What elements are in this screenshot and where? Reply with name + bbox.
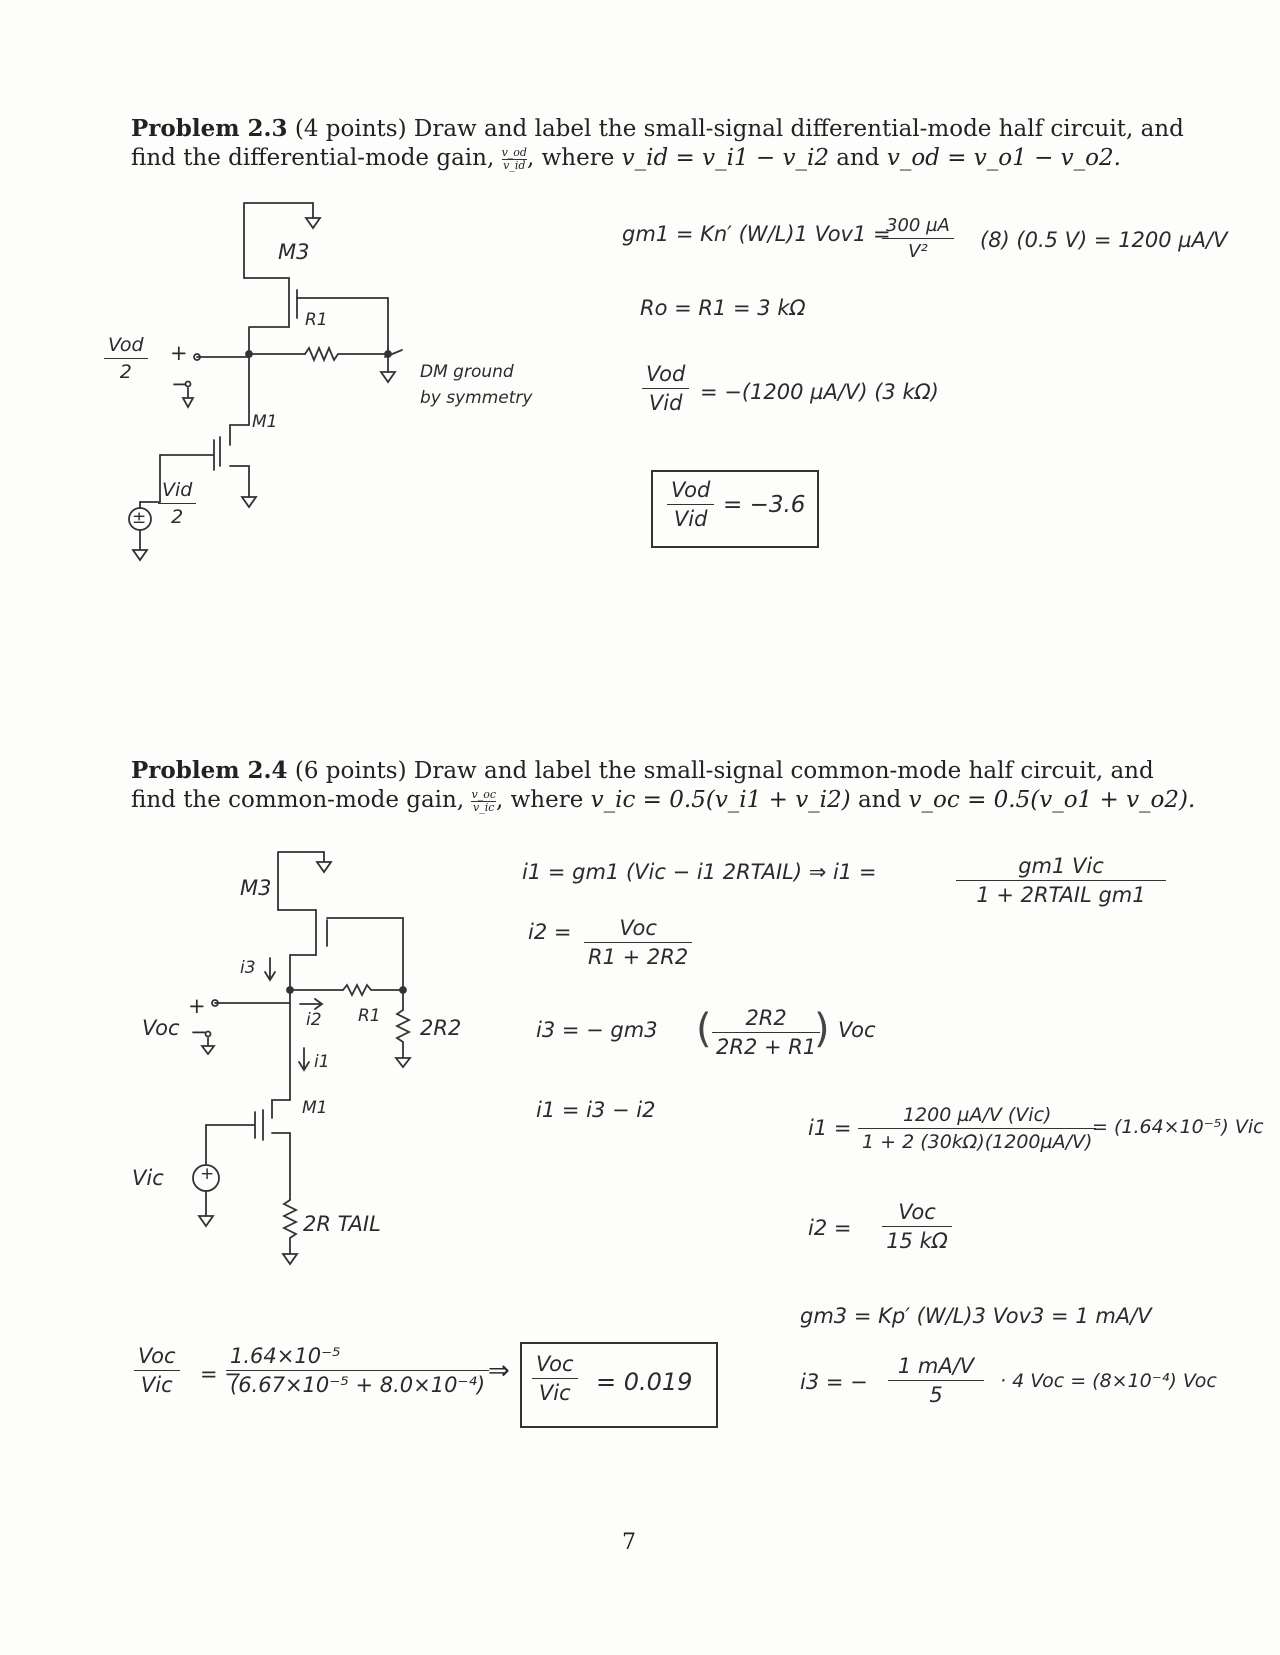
cm-final-den: (6.67×10⁻⁵ + 8.0×10⁻⁴) [230, 1373, 486, 1397]
cm-minus: − [190, 1020, 208, 1044]
dm-vid-den: 2 [171, 506, 184, 528]
cm-voc-label: Voc [142, 1016, 180, 1040]
page-number: 7 [622, 1530, 636, 1555]
cm-i1-num: gm1 Vic [956, 854, 1166, 881]
cm-i1-val-frac [858, 1104, 1096, 1153]
dm-plus: + [170, 341, 188, 365]
dm-gain-expr-den: Vid [648, 391, 683, 415]
cm-i2-den: R1 + 2R2 [588, 945, 689, 969]
cm-i2-val-num: Voc [882, 1200, 952, 1227]
dm-result-box [651, 470, 819, 548]
cm-result-frac [532, 1352, 578, 1405]
cm-i3-rhs: Voc [838, 1018, 876, 1042]
dm-vod-num: Vod [104, 334, 148, 359]
cm-i1-val-den: 1 + 2 (30kΩ)(1200µA/V) [862, 1131, 1093, 1153]
cm-i1-frac [956, 854, 1166, 907]
cm-i3-close-paren: ) [814, 1006, 830, 1052]
cm-final-lhs-frac [134, 1344, 180, 1397]
vod-definition: v_od = v_o1 − v_o2. [886, 145, 1121, 171]
cm-vic-label: Vic [132, 1166, 164, 1190]
cm-i2-val-frac [882, 1200, 952, 1253]
cm-result-num: Voc [532, 1352, 578, 1379]
cm-final-lhs-den: Vic [140, 1373, 173, 1397]
problem-2-4-line1 [131, 755, 1154, 787]
problem-2-3-text1: Draw and label the small-signal differential-mode half circuit, and [413, 116, 1184, 142]
cm-i1-den: 1 + 2RTAIL gm1 [976, 883, 1146, 907]
dm-m1-label: M1 [252, 412, 278, 432]
cm-i3-val-frac [888, 1354, 984, 1407]
cm-plus: + [188, 994, 206, 1018]
cm-r1-label: R1 [358, 1006, 381, 1026]
cm-rtail-label: 2R TAIL [303, 1212, 381, 1236]
dm-gain-expr-num: Vod [642, 362, 689, 389]
problem-2-3-heading: Problem 2.3 [131, 115, 288, 142]
cm-i3-num: 2R2 [712, 1006, 820, 1033]
problem-2-4-text1: Draw and label the small-signal common-mode half circuit, and [413, 758, 1154, 784]
cm-result-value: = 0.019 [596, 1368, 693, 1396]
dm-gain-fraction [502, 147, 527, 172]
cm-gain-num: v_oc [471, 787, 496, 801]
cm-i2-lhs: i2 = [528, 920, 572, 944]
vid-definition: v_id = v_i1 − v_i2 [621, 145, 829, 171]
dm-m3-label: M3 [278, 240, 310, 264]
cm-i3-val-rhs: · 4 Voc = (8×10⁻⁴) Voc [1000, 1370, 1217, 1392]
cm-i3-val-den: 5 [929, 1383, 943, 1407]
cm-i2-frac [584, 916, 692, 969]
cm-gain-fraction [471, 789, 496, 814]
dm-vid-num: Vid [158, 479, 196, 504]
dm-vod-half [104, 334, 148, 383]
cm-r2-label: 2R2 [420, 1016, 462, 1040]
dm-gain-expression: = −(1200 µA/V) (3 kΩ) [700, 380, 939, 404]
problem-2-4-heading: Problem 2.4 [131, 757, 288, 784]
cm-kcl: i1 = i3 − i2 [536, 1098, 656, 1122]
problem-2-4-text2a: find the common-mode gain, [131, 787, 465, 813]
vic-definition: v_ic = 0.5(v_i1 + v_i2) [590, 787, 851, 813]
cm-implies-arrow: ⇒ [488, 1356, 510, 1386]
dm-gain-den: v_id [503, 158, 526, 172]
problem-2-4-text2c: and [857, 787, 902, 813]
dm-result-num: Vod [667, 478, 714, 505]
dm-result-frac [667, 478, 714, 531]
problem-2-3-text2c: and [836, 145, 880, 171]
problem-2-4-line2 [131, 785, 1195, 816]
dm-ground-label-2: by symmetry [420, 388, 533, 408]
cm-i1-eq: i1 = gm1 (Vic − i1 2RTAIL) ⇒ i1 = [522, 860, 877, 884]
problem-2-3-text2b: , where [526, 145, 615, 171]
cm-m1-label: M1 [302, 1098, 328, 1118]
cm-i3-val-lhs: i3 = − [800, 1370, 868, 1394]
cm-i1-label: i1 [314, 1052, 330, 1072]
cm-result-den: Vic [538, 1381, 571, 1405]
cm-i2-val-den: 15 kΩ [886, 1229, 948, 1253]
dm-source-icon: ± [132, 508, 147, 528]
dm-gm1-rest: (8) (0.5 V) = 1200 µA/V [980, 228, 1228, 252]
cm-i2-num: Voc [584, 916, 692, 943]
cm-i3-val-num: 1 mA/V [888, 1354, 984, 1381]
dm-gm1-frac [882, 215, 954, 262]
problem-2-3-points: (4 points) [294, 116, 407, 142]
cm-final-frac [226, 1344, 489, 1397]
dm-gain-expression-frac [642, 362, 689, 415]
voc-definition: v_oc = 0.5(v_o1 + v_o2). [908, 787, 1196, 813]
cm-i1-val-lhs: i1 = [808, 1116, 852, 1140]
cm-final-lhs-num: Voc [134, 1344, 180, 1371]
cm-i3-lhs: i3 = − gm3 [536, 1018, 658, 1042]
cm-i2-val-lhs: i2 = [808, 1216, 852, 1240]
cm-i3-den: 2R2 + R1 [716, 1035, 817, 1059]
cm-i1-val-rhs: = (1.64×10⁻⁵) Vic [1092, 1116, 1264, 1138]
cm-final-eq: = − [200, 1362, 242, 1386]
cm-i2-label: i2 [306, 1010, 322, 1030]
dm-ro-eq: Ro = R1 = 3 kΩ [640, 296, 806, 320]
dm-r1-label: R1 [305, 310, 328, 330]
cm-i3-label: i3 [240, 958, 256, 978]
dm-vod-den: 2 [119, 361, 132, 383]
problem-2-3-line2 [131, 143, 1121, 174]
cm-i3-open-paren: ( [696, 1006, 712, 1052]
problem-2-3-text2a: find the differential-mode gain, [131, 145, 495, 171]
dm-minus: − [171, 372, 189, 396]
cm-result-box [520, 1342, 718, 1428]
dm-gm1-eq: gm1 = Kn′ (W/L)1 Vov1 = [622, 222, 891, 246]
dm-result-den: Vid [673, 507, 708, 531]
cm-i1-val-num: 1200 µA/V (Vic) [858, 1104, 1096, 1129]
problem-2-4-text2b: , where [495, 787, 584, 813]
dm-result-value: = −3.6 [723, 492, 806, 518]
cm-final-num: 1.64×10⁻⁵ [226, 1344, 489, 1371]
cm-gain-den: v_ic [473, 800, 495, 814]
dm-vid-half [158, 479, 196, 528]
dm-gm1-frac-den: V² [908, 241, 928, 262]
dm-gm1-frac-num: 300 µA [882, 215, 954, 239]
problem-2-3-line1 [131, 113, 1184, 145]
cm-i3-frac [712, 1006, 820, 1059]
cm-m3-label: M3 [240, 876, 272, 900]
problem-2-4-points: (6 points) [294, 758, 407, 784]
cm-source-icon: + [200, 1164, 215, 1184]
dm-ground-label-1: DM ground [420, 362, 514, 382]
dm-gain-num: v_od [501, 145, 527, 159]
cm-gm3-eq: gm3 = Kp′ (W/L)3 Vov3 = 1 mA/V [800, 1304, 1152, 1328]
